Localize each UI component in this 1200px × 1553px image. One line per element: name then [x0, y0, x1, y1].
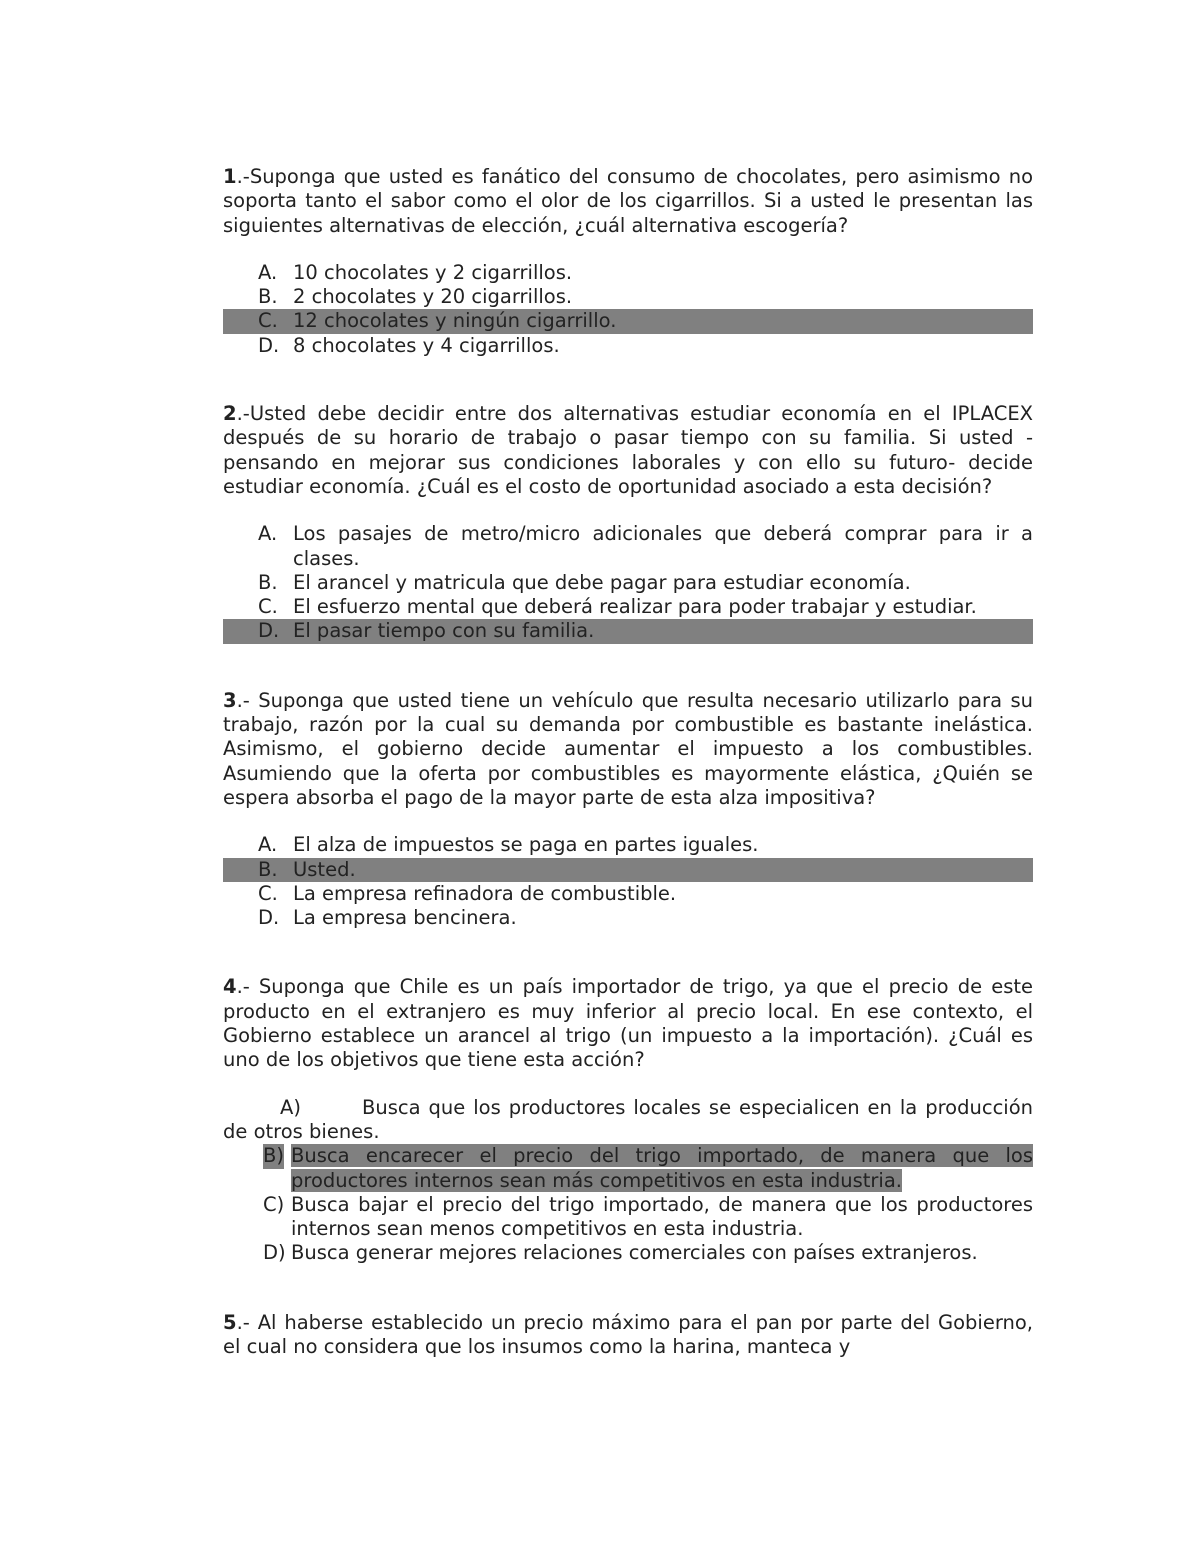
question-number: 4	[223, 975, 237, 999]
question-2	[223, 402, 1033, 499]
option-b-highlighted: B. Usted.	[223, 858, 1033, 882]
question-text: .- Suponga que usted tiene un vehículo que resulta necesario utilizarlo para su trabajo, razón por la cual su demanda por combustible es bastante inelástica. Asimismo, el gobierno decide aumentar el impuesto a los combustibles. Asumiendo que la oferta por combustibles es mayormente elástica, ¿Quién se espera absorba el pago de la mayor parte de esta alza impositiva?	[223, 688, 1033, 809]
option-c: C) Busca bajar el precio del trigo importado, de manera que los productores internos sean menos competitivos en esta industria.	[263, 1192, 1033, 1241]
question-5	[223, 1311, 1033, 1360]
question-number: 1	[223, 165, 237, 188]
question-text: .-Usted debe decidir entre dos alternativas estudiar economía en el IPLACEX después de su horario de trabajo o pasar tiempo con su familia. Si usted -pensando en mejorar sus condiciones laborales y con ello su futuro- decide estudiar economía. ¿Cuál es el costo de oportunidad asociado a esta decisión?	[223, 402, 1033, 498]
question-text: .- Al haberse establecido un precio máximo para el pan por parte del Gobierno, el cual no considera que los insumos como la harina, manteca y	[223, 1310, 1033, 1358]
document-page	[223, 165, 1033, 1359]
option-d-highlighted: D. El pasar tiempo con su familia.	[223, 619, 1033, 643]
option-d: D. 8 chocolates y 4 cigarrillos.	[258, 333, 560, 357]
question-text: .-Suponga que usted es fanático del consumo de chocolates, pero asimismo no soporta tanto el sabor como el olor de los cigarrillos. Si a usted le presentan las siguientes alternativas de elección, ¿cuál alternativa escogería?	[223, 165, 1033, 237]
question-3	[223, 689, 1033, 810]
options-list	[223, 522, 1033, 643]
option-b-highlighted: B) Busca encarecer el precio del trigo importado, de manera que los productores internos sean más competitivos en esta industria.	[263, 1144, 1033, 1192]
question-number: 3	[223, 688, 237, 712]
option-d: D) Busca generar mejores relaciones comerciales con países extranjeros.	[263, 1241, 978, 1265]
option-a: A. 10 chocolates y 2 cigarrillos.	[258, 260, 573, 284]
option-b: B. 2 chocolates y 20 cigarrillos.	[258, 285, 573, 309]
options-list	[223, 833, 1033, 930]
option-d: D. La empresa bencinera.	[258, 906, 517, 930]
question-4	[223, 975, 1033, 1072]
option-a: A. Los pasajes de metro/micro adicionales que deberá comprar para ir a clases.	[258, 522, 1033, 570]
question-text: .- Suponga que Chile es un país importador de trigo, ya que el precio de este producto en el extranjero es muy inferior al precio local. En ese contexto, el Gobierno establece un arancel al trigo (un impuesto a la importación). ¿Cuál es uno de los objetivos que tiene esta acción?	[223, 975, 1033, 1072]
question-number: 2	[223, 402, 237, 426]
question-1	[223, 165, 1033, 238]
options-list	[223, 261, 1033, 358]
option-c-highlighted: C. 12 chocolates y ningún cigarrillo.	[223, 309, 1033, 333]
question-number: 5	[223, 1310, 237, 1334]
option-b: B. El arancel y matricula que debe pagar para estudiar economía.	[258, 570, 911, 594]
option-a: A. El alza de impuestos se paga en partes iguales.	[258, 833, 759, 857]
option-c: C. El esfuerzo mental que deberá realizar para poder trabajar y estudiar.	[258, 595, 977, 619]
option-a: A) Busca que los productores locales se especialicen en la producción de otros bienes.	[223, 1095, 1033, 1143]
option-c: C. La empresa refinadora de combustible.	[258, 881, 677, 905]
